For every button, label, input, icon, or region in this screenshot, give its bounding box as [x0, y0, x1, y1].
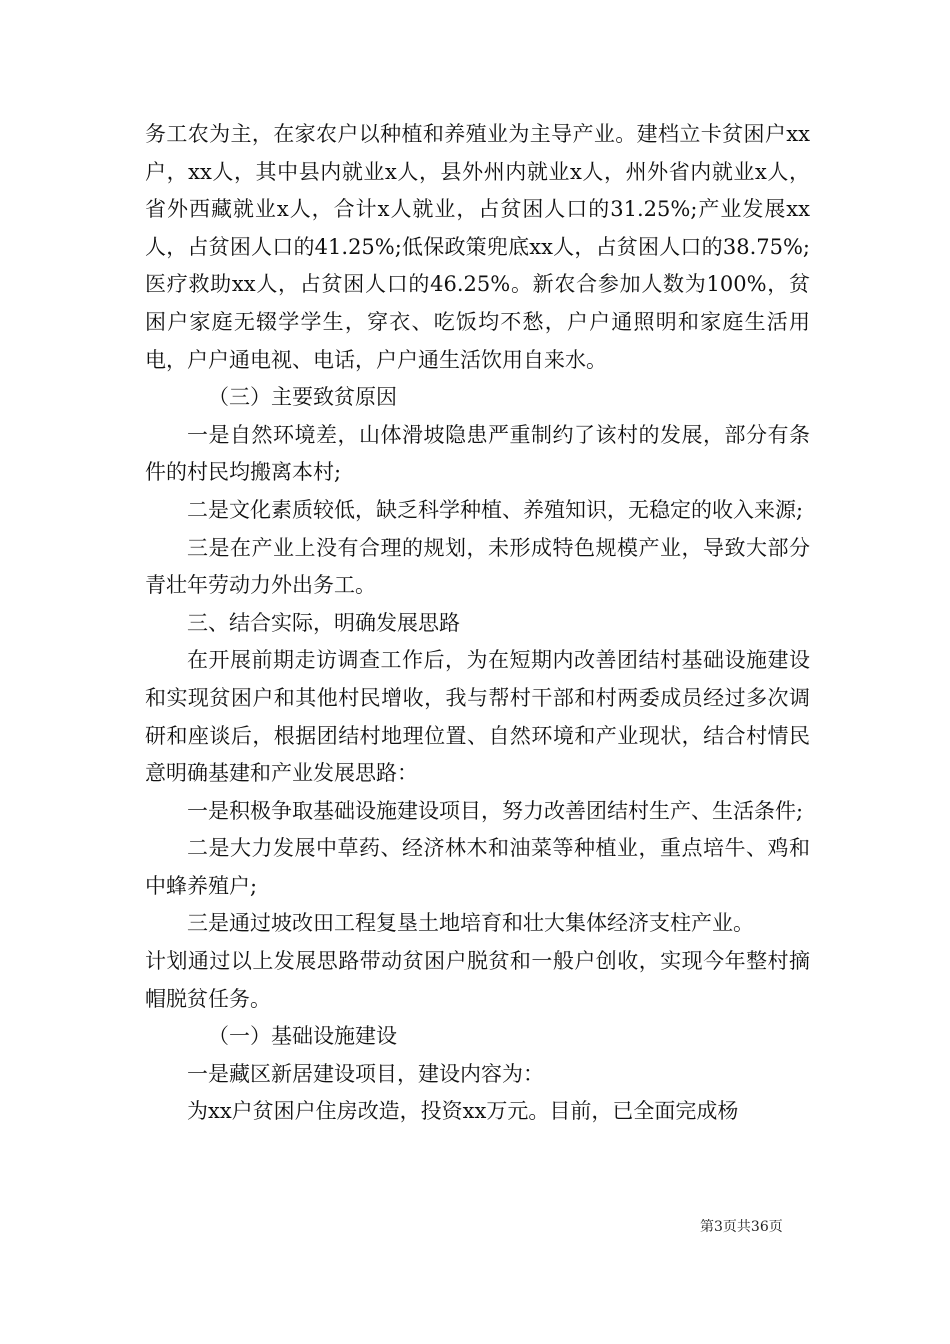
- section-heading-poverty-causes: （三）主要致贫原因: [208, 385, 397, 410]
- document-body: [145, 116, 810, 1131]
- paragraph-plan-summary: 计划通过以上发展思路带动贫困户脱贫和一般户创收，实现今年整村摘帽脱贫任务。: [145, 949, 810, 1011]
- paragraph-idea-3: 三是通过坡改田工程复垦土地培育和壮大集体经济支柱产业。: [187, 911, 754, 936]
- paragraph-poverty-stats: 务工农为主，在家农户以种植和养殖业为主导产业。建档立卡贫困户xx户，xx人，其中县内就业x人，县外州内就业x人，州外省内就业x人，省外西藏就业x人，合计x人就业，占贫困人口的31.25%;产业发展xx人，占贫困人口的41.25%;低保政策兜底xx人，占贫困人口的38.75%;医疗救助xx人，占贫困人口的46.25%。新农合参加人数为100%，贫困户家庭无辍学学生，穿衣、吃饭均不愁，户户通照明和家庭生活用电，户户通电视、电话，户户通生活饮用自来水。: [145, 122, 810, 372]
- section-heading-infrastructure: （一）基础设施建设: [208, 1024, 397, 1049]
- paragraph-development-intro: 在开展前期走访调查工作后，为在短期内改善团结村基础设施建设和实现贫困户和其他村民增收，我与帮村干部和村两委成员经过多次调研和座谈后，根据团结村地理位置、自然环境和产业现状，结合村情民意明确基建和产业发展思路：: [145, 648, 810, 786]
- paragraph-housing-detail: 为xx户贫困户住房改造，投资xx万元。目前，已全面完成杨: [187, 1099, 739, 1124]
- paragraph-cause-2: 二是文化素质较低，缺乏科学种植、养殖知识，无稳定的收入来源;: [187, 497, 804, 522]
- section-heading-development-ideas: 三、结合实际，明确发展思路: [187, 610, 460, 635]
- paragraph-idea-1: 一是积极争取基础设施建设项目，努力改善团结村生产、生活条件;: [187, 798, 804, 823]
- paragraph-cause-1: 一是自然环境差，山体滑坡隐患严重制约了该村的发展，部分有条件的村民均搬离本村;: [145, 422, 810, 485]
- paragraph-cause-3: 三是在产业上没有合理的规划，未形成特色规模产业，导致大部分青壮年劳动力外出务工。: [145, 535, 810, 598]
- page-number-footer: 第3页共36页: [700, 1219, 783, 1235]
- paragraph-housing-project: 一是藏区新居建设项目，建设内容为：: [187, 1061, 544, 1086]
- paragraph-idea-2: 二是大力发展中草药、经济林木和油菜等种植业，重点培牛、鸡和中蜂养殖户;: [145, 836, 810, 898]
